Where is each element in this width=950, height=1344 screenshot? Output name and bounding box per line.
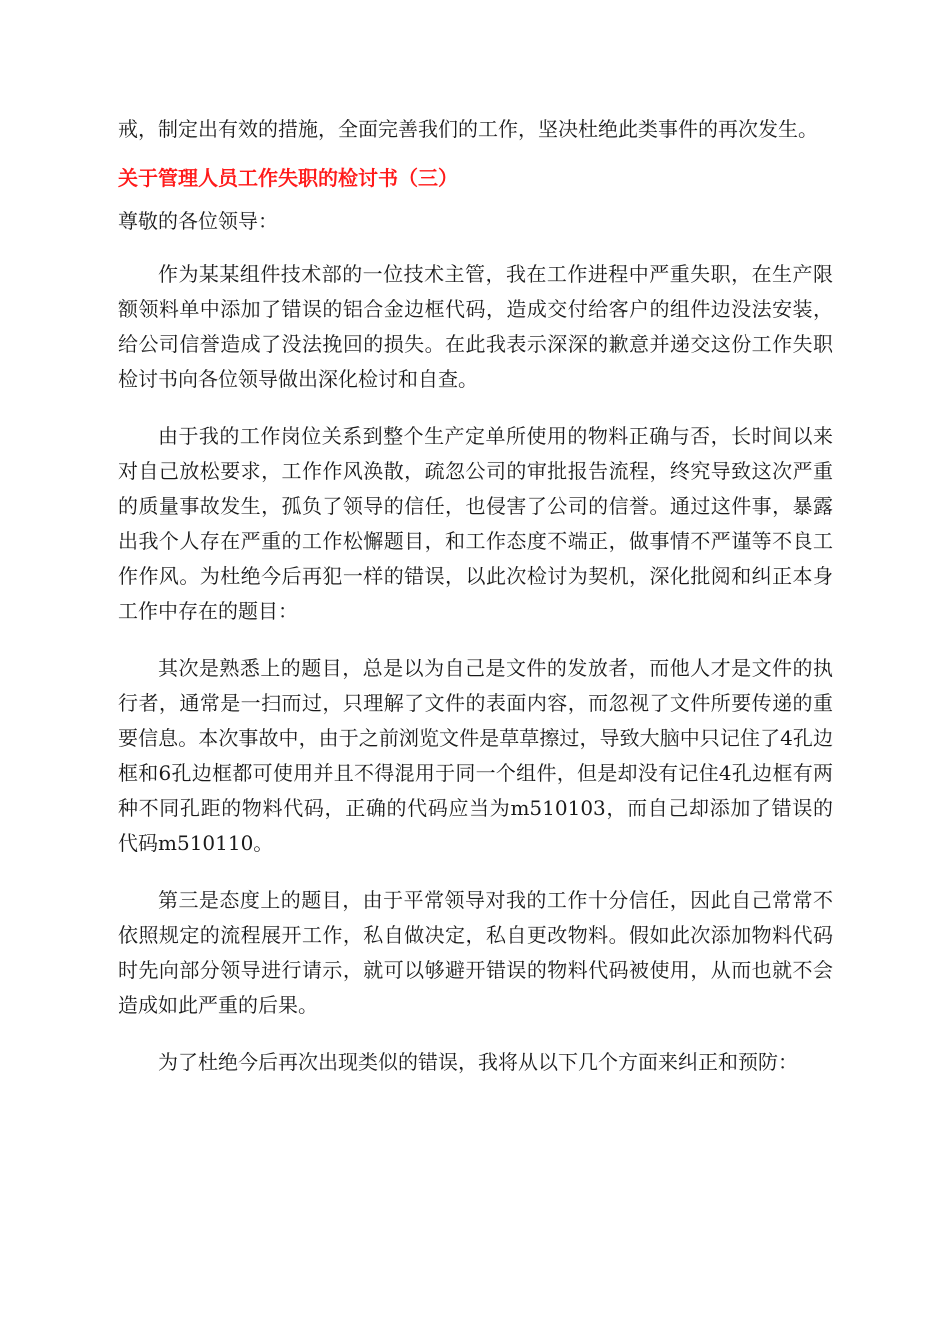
body-paragraph-3: 其次是熟悉上的题目，总是以为自己是文件的发放者，而他人才是文件的执行者，通常是一扫而过，只理解了文件的表面内容，而忽视了文件所要传递的重要信息。本次事故中，由于之前浏览文件是草草擦过，导致大脑中只记住了4孔边框和6孔边框都可使用并且不得混用于同一个组件，但是却没有记住4孔边框有两种不同孔距的物料代码，正确的代码应当为m510103，而自己却添加了错误的代码m510110。	[118, 656, 833, 855]
body-paragraph-2: 由于我的工作岗位关系到整个生产定单所使用的物料正确与否，长时间以来对自己放松要求，工作作风涣散，疏忽公司的审批报告流程，终究导致这次严重的质量事故发生，孤负了领导的信任，也侵害了公司的信誉。通过这件事，暴露出我个人存在严重的工作松懈题目，和工作态度不端正，做事情不严谨等不良工作作风。为杜绝今后再犯一样的错误，以此次检讨为契机，深化批阅和纠正本身工作中存在的题目：	[118, 424, 833, 623]
body-paragraph-5: 为了杜绝今后再次出现类似的错误，我将从以下几个方面来纠正和预防：	[158, 1050, 798, 1074]
salutation: 尊敬的各位领导：	[118, 209, 278, 233]
section-heading: 关于管理人员工作失职的检讨书（三）	[118, 166, 458, 190]
body-paragraph-1: 作为某某组件技术部的一位技术主管，我在工作进程中严重失职，在生产限额领料单中添加了错误的铝合金边框代码，造成交付给客户的组件边没法安装，给公司信誉造成了没法挽回的损失。在此我表示深深的歉意并递交这份工作失职检讨书向各位领导做出深化检讨和自查。	[118, 262, 833, 391]
body-paragraph-4: 第三是态度上的题目，由于平常领导对我的工作十分信任，因此自己常常不依照规定的流程展开工作，私自做决定，私自更改物料。假如此次添加物料代码时先向部分领导进行请示，就可以够避开错误的物料代码被使用，从而也就不会造成如此严重的后果。	[118, 888, 833, 1017]
continuation-paragraph: 戒，制定出有效的措施，全面完善我们的工作，坚决杜绝此类事件的再次发生。	[118, 117, 818, 141]
document-body	[118, 112, 833, 1102]
